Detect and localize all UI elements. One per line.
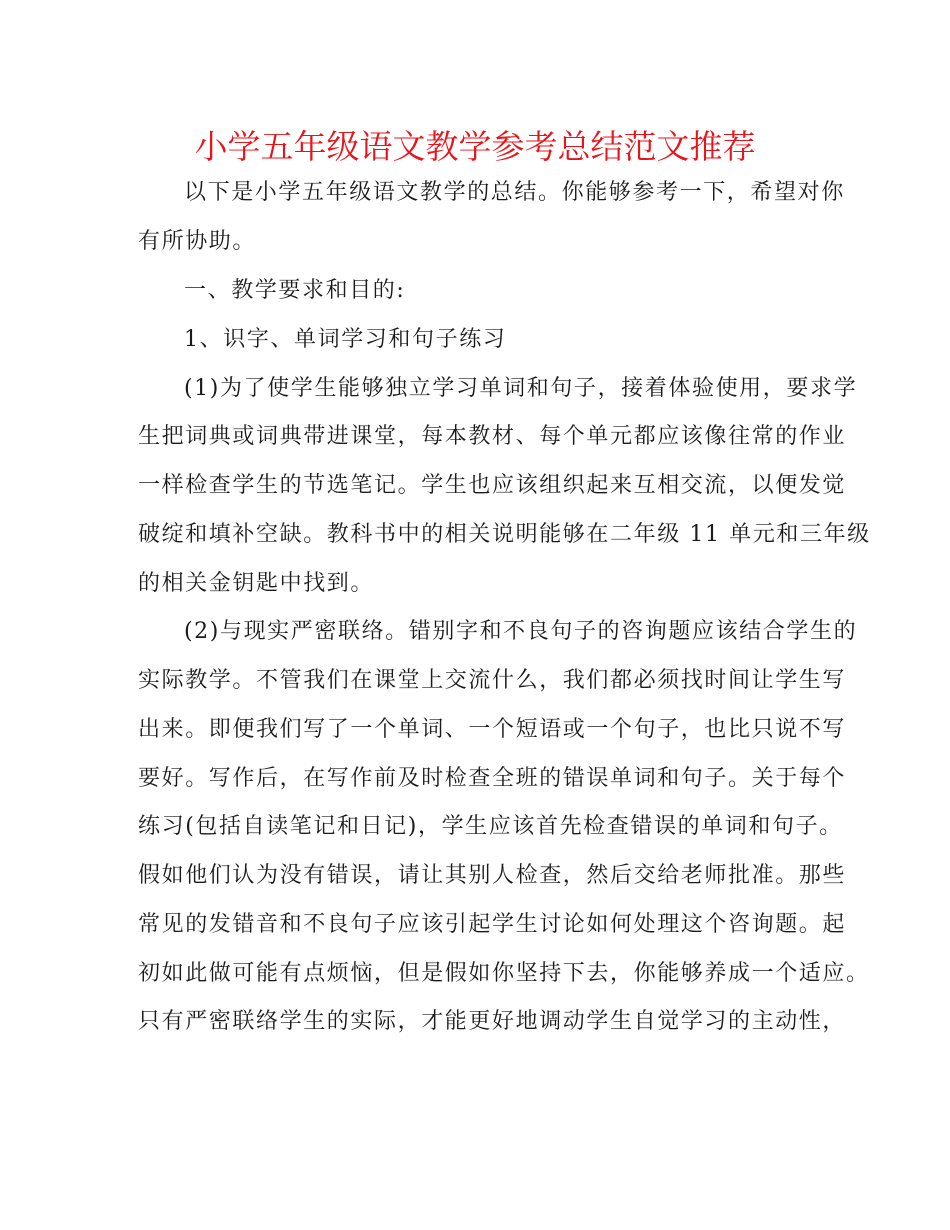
paragraph-line: (1)为了使学生能够独立学习单词和句子，接着体验使用，要求学 xyxy=(184,376,858,401)
document-title: 小学五年级语文教学参考总结范文推荐 xyxy=(194,127,756,166)
paragraph-line: 要好。写作后，在写作前及时检查全班的错误单词和句子。关于每个 xyxy=(138,766,847,791)
paragraph-line: 实际教学。不管我们在课堂上交流什么，我们都必须找时间让学生写 xyxy=(138,668,847,693)
paragraph-line: 生把词典或词典带进课堂，每本教材、每个单元都应该像往常的作业 xyxy=(138,424,847,449)
paragraph-line: 出来。即便我们写了一个单词、一个短语或一个句子，也比只说不写 xyxy=(138,717,847,742)
subsection-heading: 1、识字、单词学习和句子练习 xyxy=(184,327,507,352)
paragraph-line: 初如此做可能有点烦恼，但是假如你坚持下去，你能够养成一个适应。 xyxy=(138,961,870,986)
paragraph-line: 练习(包括自读笔记和日记)，学生应该首先检查错误的单词和句子。 xyxy=(138,814,843,839)
paragraph-line: 以下是小学五年级语文教学的总结。你能够参考一下，希望对你 xyxy=(184,180,845,205)
paragraph-line: 常见的发错音和不良句子应该引起学生讨论如何处理这个咨询题。起 xyxy=(138,912,847,937)
section-heading: 一、教学要求和目的: xyxy=(184,278,406,303)
paragraph-line: 一样检查学生的节选笔记。学生也应该组织起来互相交流，以便发觉 xyxy=(138,473,847,498)
paragraph-line: 有所协助。 xyxy=(138,229,257,254)
paragraph-line: 破绽和填补空缺。教科书中的相关说明能够在二年级 11 单元和三年级 xyxy=(138,522,871,547)
paragraph-line: (2)与现实严密联络。错别字和不良句子的咨询题应该结合学生的 xyxy=(184,619,858,644)
paragraph-line: 只有严密联络学生的实际，才能更好地调动学生自觉学习的主动性， xyxy=(138,1009,847,1034)
paragraph-line: 的相关金钥匙中找到。 xyxy=(138,571,375,596)
paragraph-line: 假如他们认为没有错误，请让其别人检查，然后交给老师批准。那些 xyxy=(138,863,847,888)
